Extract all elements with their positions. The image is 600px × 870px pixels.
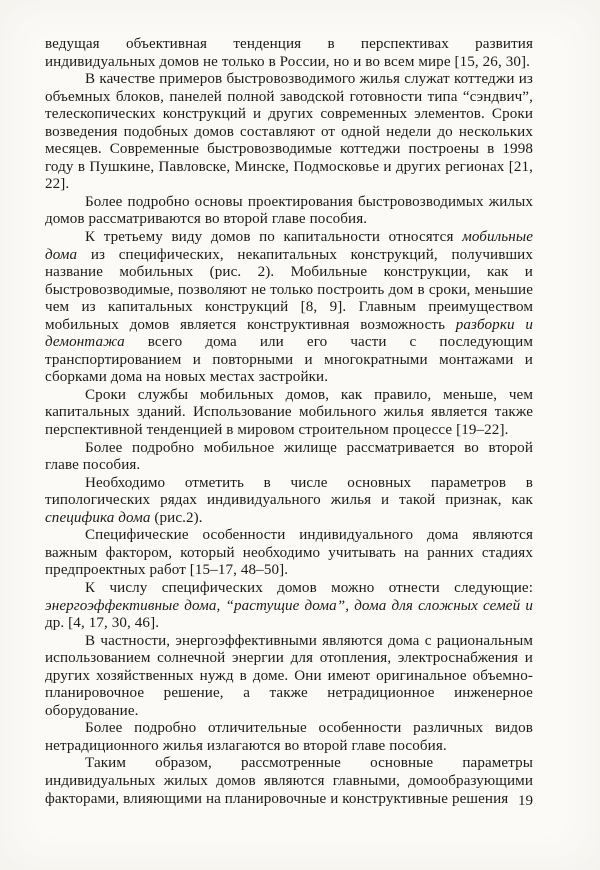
text-run: В частности, энергоэффективными являются дома с рациональным использованием солнечной энергии для отопления, электроснабжения и других хозяйственных нужд в доме. Они имеют оригинальное объемно-планировочное решение, а также нетрадиционное инженерное оборудование. — [45, 632, 533, 719]
paragraph — [45, 194, 533, 229]
text-run: Сроки службы мобильных домов, как правило, меньше, чем капитальных зданий. Использование мобильного жилья является также перспективной тенденцией в мировом строительном процессе [19–22]. — [45, 386, 533, 439]
paragraph — [45, 229, 533, 387]
paragraph — [45, 36, 533, 71]
text-run-italic: энергоэффективные дома, “растущие дома”, дома для сложных семей и — [45, 597, 533, 614]
text-run: К третьему виду домов по капитальности относятся — [85, 229, 463, 246]
page-number: 19 — [518, 793, 533, 809]
text-run-italic: разборки и демонтажа — [45, 316, 533, 351]
paragraph — [45, 440, 533, 475]
text-run: Специфические особенности индивидуального дома являются важным фактором, который необходимо учитывать на ранних стадиях предпроектных работ [15–17, 48–50]. — [45, 527, 533, 579]
paragraph — [45, 387, 533, 440]
paragraph — [45, 720, 533, 755]
text-run: др. [4, 17, 30, 46]. — [45, 615, 160, 632]
text-run: Более подробно основы проектирования быстровозводимых жилых домов рассматриваются во второй главе пособия. — [45, 193, 533, 228]
text-run: Более подробно мобильное жилище рассматривается во второй главе пособия. — [45, 439, 533, 474]
paragraph — [45, 633, 533, 721]
text-run: ведущая объективная тенденция в перспективах развития индивидуальных домов не только в России, но и во всем мире [15, 26, 30]. — [45, 36, 533, 70]
page-text — [45, 36, 533, 808]
paragraph — [45, 580, 533, 633]
paragraph — [45, 475, 533, 528]
text-run: В качестве примеров быстровозводимого жилья служат коттеджи из объемных блоков, панелей полной заводской готовности типа “сэндвич”, телескопических конструкций и других современных элементов. Сроки возведения подобных домов составляют от одной недели до нескольких месяцев. Современные быстровозводимые коттеджи построены в 1998 году в Пушкине, Павловске, Минске, Подмосковье и других регионах [21, 22]. — [45, 71, 533, 193]
text-run-italic: мобильные дома — [45, 229, 533, 263]
text-run: всего дома или его части с последующим транспортированием и повторными и многократными монтажами и сборками дома на новых местах застройки. — [45, 334, 533, 386]
text-run: Более подробно отличительные особенности различных видов нетрадиционного жилья излагаются во второй главе пособия. — [45, 720, 533, 754]
text-run: Таким образом, рассмотренные основные параметры индивидуальных жилых домов являются главными, домообразующими факторами, влияющими на планировочные и конструктивные решения — [45, 755, 533, 807]
text-run: Необходимо отметить в числе основных параметров в типологических рядах индивидуального жилья и такой признак, как — [45, 474, 533, 509]
text-run: (рис.2). — [150, 509, 203, 526]
paragraph — [45, 71, 533, 194]
text-run-italic: специфика дома — [45, 509, 151, 526]
text-run: К числу специфических домов можно отнести следующие: — [85, 579, 533, 596]
text-run: из специфических, некапитальных конструкций, получивших название мобильных (рис. 2). Мобильные конструкции, как и быстровозводимые, позволяют не только построить дом в сроки, меньшие чем из капитальных конструкций [8, 9]. Главным преимуществом мобильных домов является конструктивная возможность — [45, 246, 533, 333]
paragraph — [45, 527, 533, 580]
